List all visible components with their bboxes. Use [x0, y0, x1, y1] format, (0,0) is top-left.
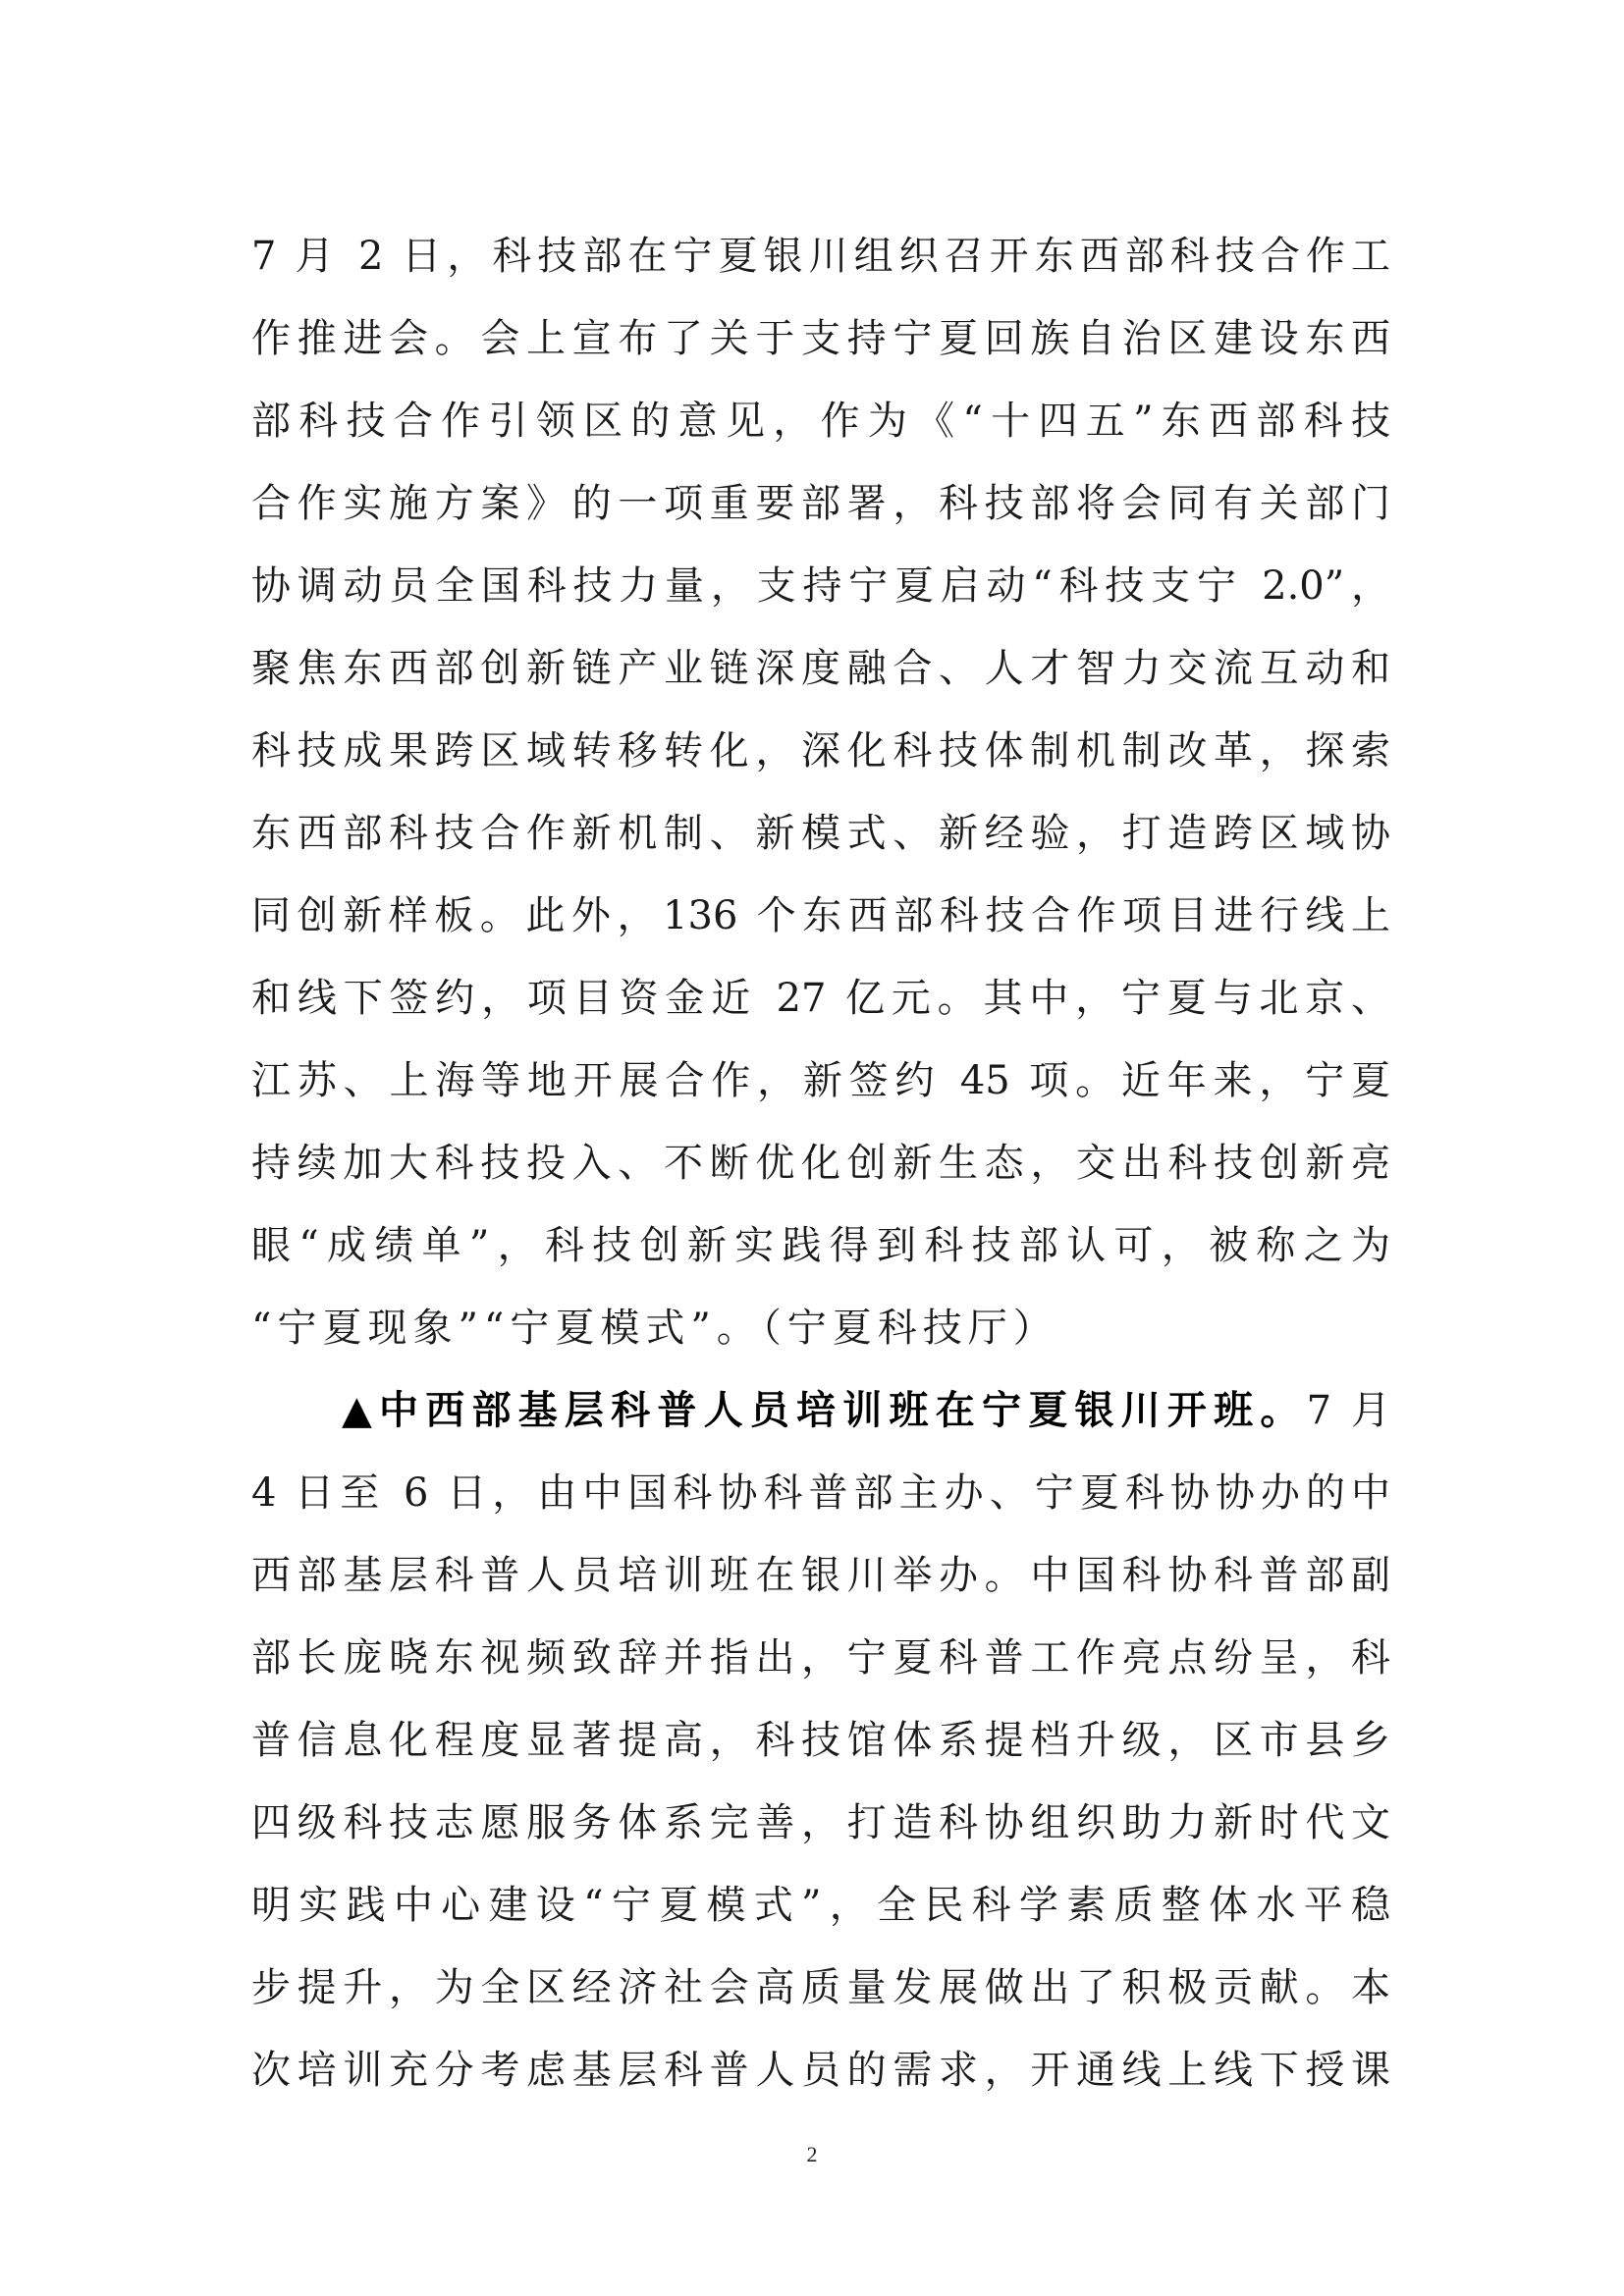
- text-line: “宁夏现象”“宁夏模式”。（宁夏科技厅）: [251, 1306, 1058, 1351]
- text-line: 步提升，为全区经济社会高质量发展做出了积极贡献。本: [251, 1965, 1390, 2010]
- text-line: 和线下签约，项目资金近 27 亿元。其中，宁夏与北京、: [251, 976, 1390, 1021]
- text-line: 协调动员全国科技力量，支持宁夏启动“科技支宁 2.0”，: [251, 563, 1390, 609]
- text-line: 作推进会。会上宣布了关于支持宁夏回族自治区建设东西: [251, 316, 1390, 361]
- text-line: 7 月 2 日，科技部在宁夏银川组织召开东西部科技合作工: [251, 234, 1390, 279]
- page-number: 2: [806, 2142, 818, 2166]
- text-line: 部长庞晓东视频致辞并指出，宁夏科普工作亮点纷呈，科: [251, 1635, 1390, 1681]
- text-line: 聚焦东西部创新链产业链深度融合、人才智力交流互动和: [251, 646, 1390, 691]
- text-line: 同创新样板。此外，136 个东西部科技合作项目进行线上: [251, 893, 1390, 938]
- text-line: 次培训充分考虑基层科普人员的需求，开通线上线下授课: [251, 2048, 1390, 2093]
- text-line: 部科技合作引领区的意见，作为《“十四五”东西部科技: [251, 399, 1390, 444]
- section-headline: ▲中西部基层科普人员培训班在宁夏银川开班。: [342, 1388, 1307, 1433]
- text-line: 东西部科技合作新机制、新模式、新经验，打造跨区域协: [251, 811, 1390, 856]
- headline-line: [251, 1369, 1390, 1452]
- text-line: 持续加大科技投入、不断优化创新生态，交出科技创新亮: [251, 1141, 1390, 1186]
- text-line: 普信息化程度显著提高，科技馆体系提档升级，区市县乡: [251, 1718, 1390, 1763]
- text-line: 合作实施方案》的一项重要部署，科技部将会同有关部门: [251, 481, 1390, 526]
- text-line: 4 日至 6 日，由中国科协科普部主办、宁夏科协协办的中: [251, 1470, 1390, 1516]
- text-line: 四级科技志愿服务体系完善，打造科协组织助力新时代文: [251, 1800, 1390, 1845]
- headline-tail-text: 7 月: [1306, 1388, 1390, 1433]
- text-line: 江苏、上海等地开展合作，新签约 45 项。近年来，宁夏: [251, 1058, 1390, 1103]
- text-line: 明实践中心建设“宁夏模式”，全民科学素质整体水平稳: [251, 1883, 1390, 1928]
- text-line: 科技成果跨区域转移转化，深化科技体制机制改革，探索: [251, 728, 1390, 774]
- document-body: [251, 215, 1390, 2111]
- text-line: 眼“成绩单”，科技创新实践得到科技部认可，被称之为: [251, 1223, 1390, 1268]
- text-line: 西部基层科普人员培训班在银川举办。中国科协科普部副: [251, 1553, 1390, 1598]
